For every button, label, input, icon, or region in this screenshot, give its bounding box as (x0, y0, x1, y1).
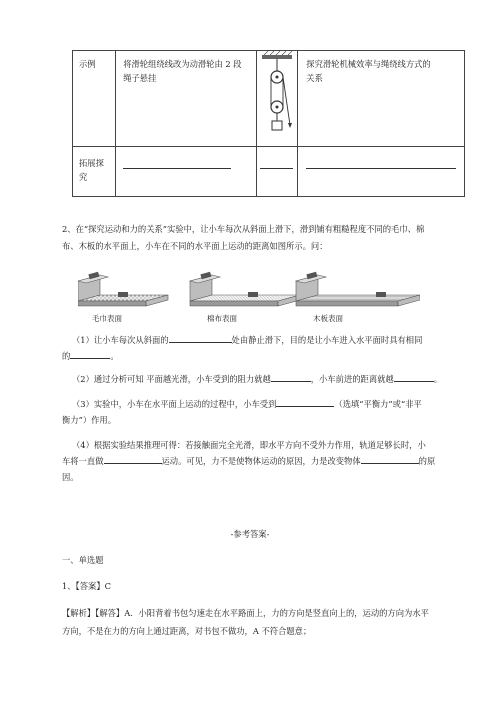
analysis-line2: 方向，不是在力的方向上通过距离，对书包不做功，A 不符合题意； (62, 626, 312, 636)
example-relation-line2: 关系 (306, 73, 323, 83)
analysis-paragraph (62, 606, 487, 638)
answer-key-title: -参考答案- (230, 529, 270, 539)
pulley-diagram (257, 51, 297, 142)
analysis-line1: 【解析】【解答】A．小阳背着书包匀速走在水平路面上，力的方向是竖直向上的，运动的方向为水平 (62, 608, 429, 618)
sub-question-4-text-e: 因。 (62, 472, 79, 482)
extension-label-line2: 究 (79, 172, 88, 182)
table-row (73, 51, 465, 147)
sub-question-1-text-a: （1）让小车每次从斜面的 (72, 335, 169, 345)
example-description-line1: 将滑轮组绕线改为动滑轮由 2 段 (123, 59, 242, 69)
sub-question-1 (62, 333, 482, 363)
answer-blank[interactable] (361, 463, 419, 464)
answer-blank[interactable] (271, 381, 311, 382)
wood-surface-panel (296, 272, 420, 306)
sub-question-4-text-d: 的原 (418, 456, 436, 466)
table-cell (257, 147, 298, 197)
sub-question-3-text-c: 衡力”）作用。 (62, 415, 117, 425)
answer-item-1: 1、【答案】C (62, 581, 111, 591)
question-2-intro-line2: 布、木板的水平面上，小车在不同的水平面上运动的距离如图所示。问： (62, 241, 328, 251)
sub-question-2-text-a: （2）通过分析可知 平面越光滑，小车受到的阻力就越 (72, 374, 271, 384)
cotton-surface-panel (190, 272, 300, 306)
example-description-line2: 绳子悬挂 (123, 73, 157, 83)
table-cell (298, 51, 465, 147)
extension-label-line1: 拓展探 (79, 158, 104, 168)
table-cell (73, 51, 116, 147)
sub-question-1-text-d: 。 (110, 351, 119, 361)
sub-question-3 (62, 397, 482, 427)
sub-question-4-text-a: （4）根据实验结果推理可得：若接触面完全光滑，即水平方向不受外力作用，轨道足够长时，小 (72, 440, 426, 450)
example-label: 示例 (79, 59, 96, 69)
table-cell (257, 51, 298, 147)
experiment-table (72, 50, 465, 197)
sub-question-2 (72, 372, 482, 386)
ramp-surfaces-figure (78, 271, 420, 311)
answer-blank[interactable] (70, 358, 110, 359)
table-cell (116, 147, 257, 197)
answer-blank[interactable] (260, 168, 293, 169)
table-cell (116, 51, 257, 147)
answer-blank[interactable] (306, 168, 456, 169)
sub-question-2-text-c: 。 (433, 374, 443, 384)
table-cell (73, 147, 116, 197)
answer-blank[interactable] (123, 168, 231, 169)
wood-surface-label: 木板表面 (313, 314, 343, 323)
table-cell (298, 147, 465, 197)
section-heading: 一、单选题 (62, 555, 104, 565)
question-2-intro-line1: 2、在“探究运动和力的关系”实验中，让小车每次从斜面上滑下，滑到铺有粗糙程度不同的毛巾、棉 (62, 224, 425, 234)
sub-question-1-text-b: 处由静止滑下，目的是让小车进入水平面时具有相同 (231, 335, 423, 345)
answer-blank[interactable] (169, 342, 232, 343)
sub-question-2-text-b: ，小车前进的距离就越 (310, 374, 394, 384)
towel-surface-label: 毛巾表面 (92, 314, 122, 323)
answer-blank[interactable] (276, 406, 334, 407)
answer-blank[interactable] (394, 381, 434, 382)
towel-surface-panel (78, 272, 168, 306)
question-2-intro (62, 222, 482, 253)
sub-question-4 (62, 438, 482, 484)
example-relation-line1: 探究滑轮机械效率与绳绕线方式的 (306, 59, 431, 69)
cotton-surface-label: 棉布表面 (207, 314, 237, 323)
sub-question-4-text-c: 运动。可见，力不是使物体运动的原因，力是改变物体 (161, 456, 361, 466)
sub-question-3-text-a: （3）实验中，小车在水平面上运动的过程中，小车受到 (72, 399, 277, 409)
sub-question-1-text-c: 的 (62, 351, 71, 361)
sub-question-3-text-b: （选填“平衡力”或“非平 (334, 399, 422, 409)
answer-blank[interactable] (104, 463, 162, 464)
sub-question-4-text-b: 车将一直做 (62, 456, 104, 466)
table-row (73, 147, 465, 197)
